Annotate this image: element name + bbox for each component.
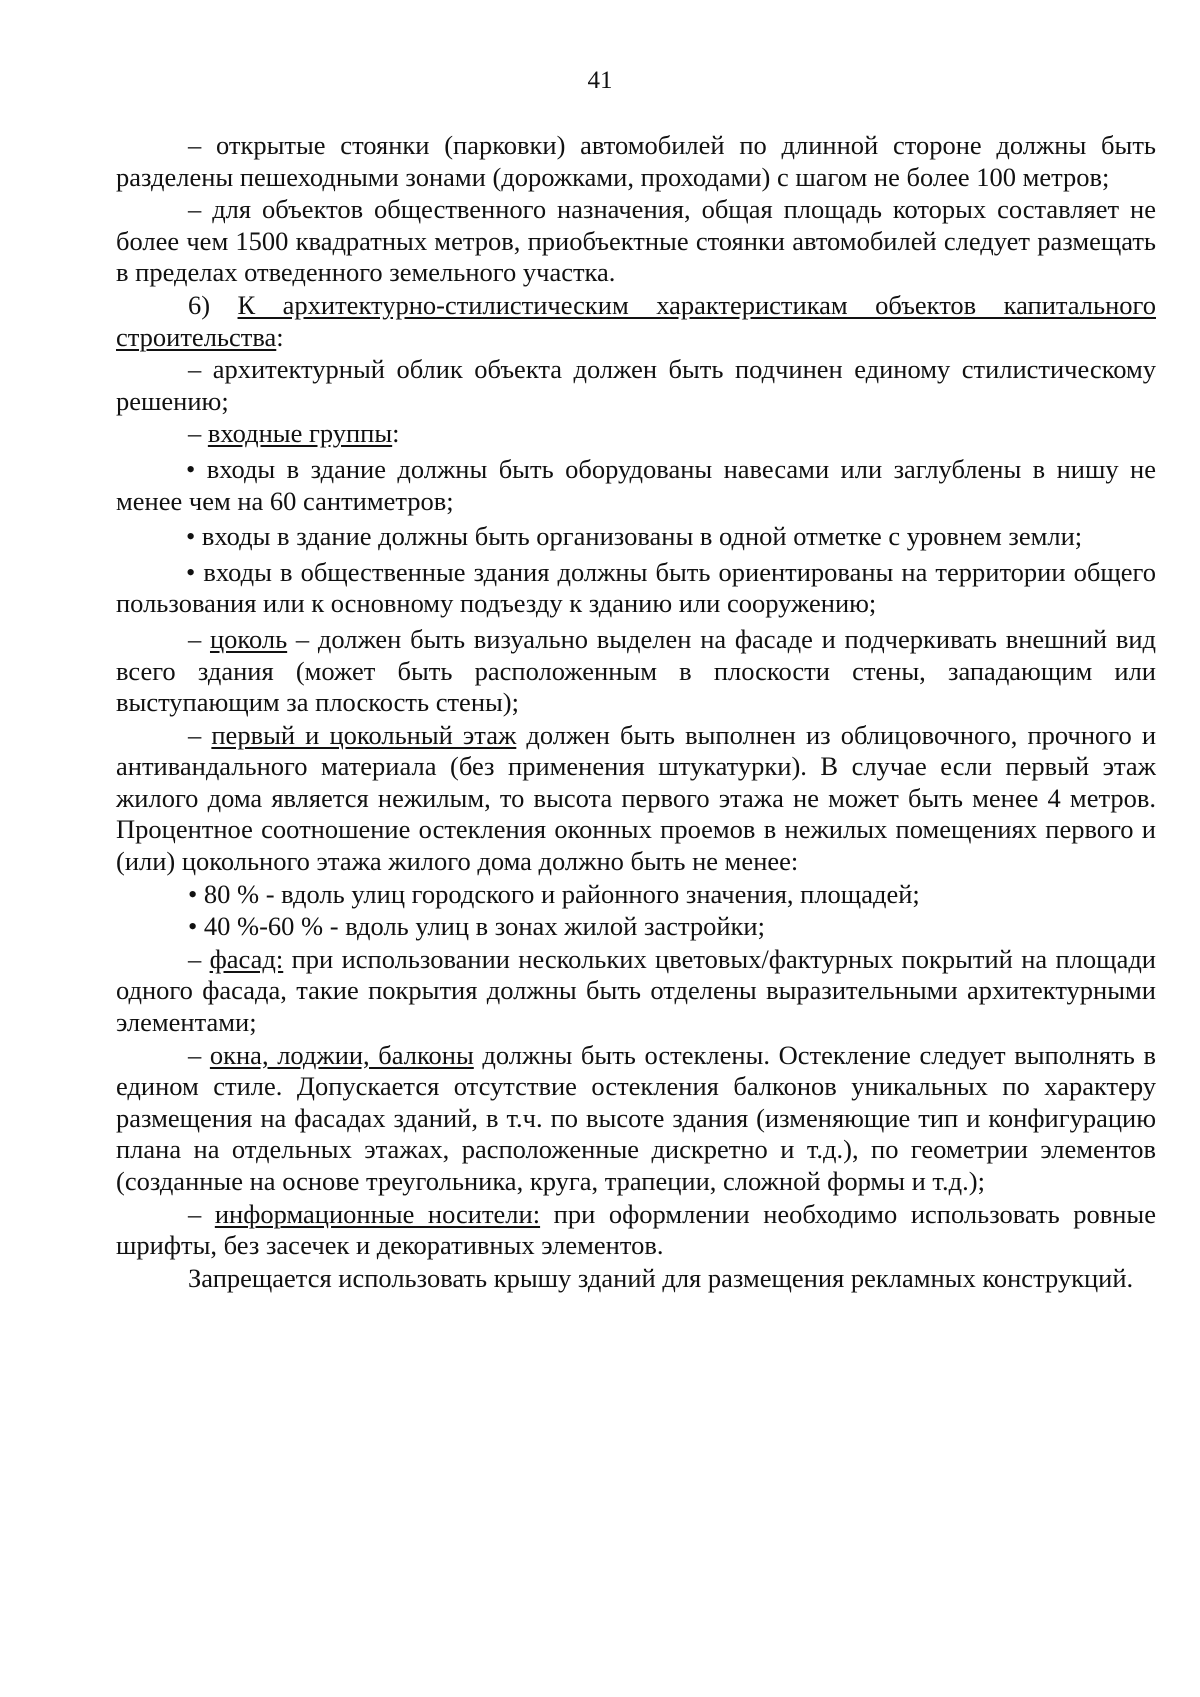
paragraph-text: – [188,943,210,974]
bullet-entrances-ground-level [116,521,1156,553]
paragraph-text: • входы в здание должны быть оборудованы навесами или заглублены в нишу не менее чем на 60 сантиметров; [116,453,1156,516]
bullet-glazing-40-60 [116,911,1156,943]
paragraph-entrance-groups [116,418,1156,450]
paragraph-text: : [392,418,400,449]
paragraph-roof-advertising-ban [116,1263,1156,1295]
paragraph-text: – архитектурный облик объекта должен быть подчинен единому стилистическому решению; [116,354,1156,416]
underlined-term: цоколь [209,623,288,654]
underlined-term: К архитектурно-стилистическим характеристикам объектов капитального строительства [116,289,1156,352]
paragraph-information-carriers [116,1199,1156,1262]
paragraph-text: – [188,1039,210,1070]
page-number: 41 [587,67,613,94]
paragraph-text: 6) [188,289,238,320]
paragraph-text: • входы в здание должны быть организованы в одной отметке с уровнем земли; [186,521,1083,552]
document-body [116,130,1156,1295]
paragraph-text: • 40 %-60 % - вдоль улиц в зонах жилой застройки; [188,911,765,942]
underlined-term: информационные носители: [214,1198,541,1229]
underlined-term: входные группы [207,418,393,449]
bullet-entrances-public-buildings [116,557,1156,620]
paragraph-text: – [188,418,208,449]
paragraph-text: : [276,321,284,352]
paragraph-text: – открытые стоянки (парковки) автомобилей по длинной стороне должны быть разделены пешеходными зонами (дорожками, проходами) с шагом не более 100 метров; [116,130,1156,192]
paragraph-section-6-heading [116,290,1156,353]
paragraph-text: должен быть выполнен из облицовочного, прочного и антивандального материала (без применения штукатурки). В случае если первый этаж жилого дома является нежилым, то высота первого этажа не может быть менее 4 метров. Процентное соотношение остекления оконных проемов в нежилых помещениях первого и (или) цокольного этажа жилого дома должно быть не менее: [116,719,1157,877]
paragraph-text: – [188,623,210,654]
paragraph-text: – должен быть визуально выделен на фасаде и подчеркивать внешний вид всего здания (может быть расположенным в плоскости стены, западающим или выступающим за плоскость стены); [116,623,1157,718]
paragraph-text: – [188,1198,215,1229]
paragraph-text: при использовании нескольких цветовых/фактурных покрытий на площади одного фасада, такие покрытия должны быть отделены выразительными архитектурными элементами; [116,943,1156,1038]
paragraph-text: при оформлении необходимо использовать ровные шрифты, без засечек и декоративных элементов. [116,1198,1157,1261]
bullet-entrances-canopies [116,454,1156,517]
paragraph-first-floor [116,720,1156,878]
paragraph-parking-public-objects [116,194,1156,289]
paragraph-plinth [116,624,1156,719]
paragraph-text: должны быть остеклены. Остекление следует выполнять в едином стиле. Допускается отсутствие остекления балконов уникальных по характеру размещения на фасадах зданий, в т.ч. по высоте здания (изменяющие тип и конфигурацию плана на отдельных этажах, расположенные дискретно и т.д.), по геометрии элементов (созданные на основе треугольника, круга, трапеции, сложной формы и т.д.); [116,1039,1157,1196]
paragraph-text: – [188,719,212,750]
paragraph-text: Запрещается использовать крышу зданий для размещения рекламных конструкций. [188,1262,1134,1293]
paragraph-windows-balconies [116,1040,1156,1198]
underlined-term: фасад: [209,943,284,974]
paragraph-text: – для объектов общественного назначения, общая площадь которых составляет не более чем 1500 квадратных метров, приобъектные стоянки автомобилей следует размещать в пределах отведенного земельного участка. [116,194,1156,288]
paragraph-text: • входы в общественные здания должны быть ориентированы на территории общего пользования или к основному подъезду к зданию или сооружению; [116,556,1156,619]
underlined-term: окна, лоджии, балконы [209,1039,474,1070]
paragraph-facade [116,944,1156,1039]
paragraph-text: • 80 % - вдоль улиц городского и районного значения, площадей; [188,878,920,909]
paragraph-architectural-appearance [116,354,1156,417]
bullet-glazing-80 [116,879,1156,911]
paragraph-parking-walkways [116,130,1156,193]
underlined-term: первый и цокольный этаж [211,719,517,750]
